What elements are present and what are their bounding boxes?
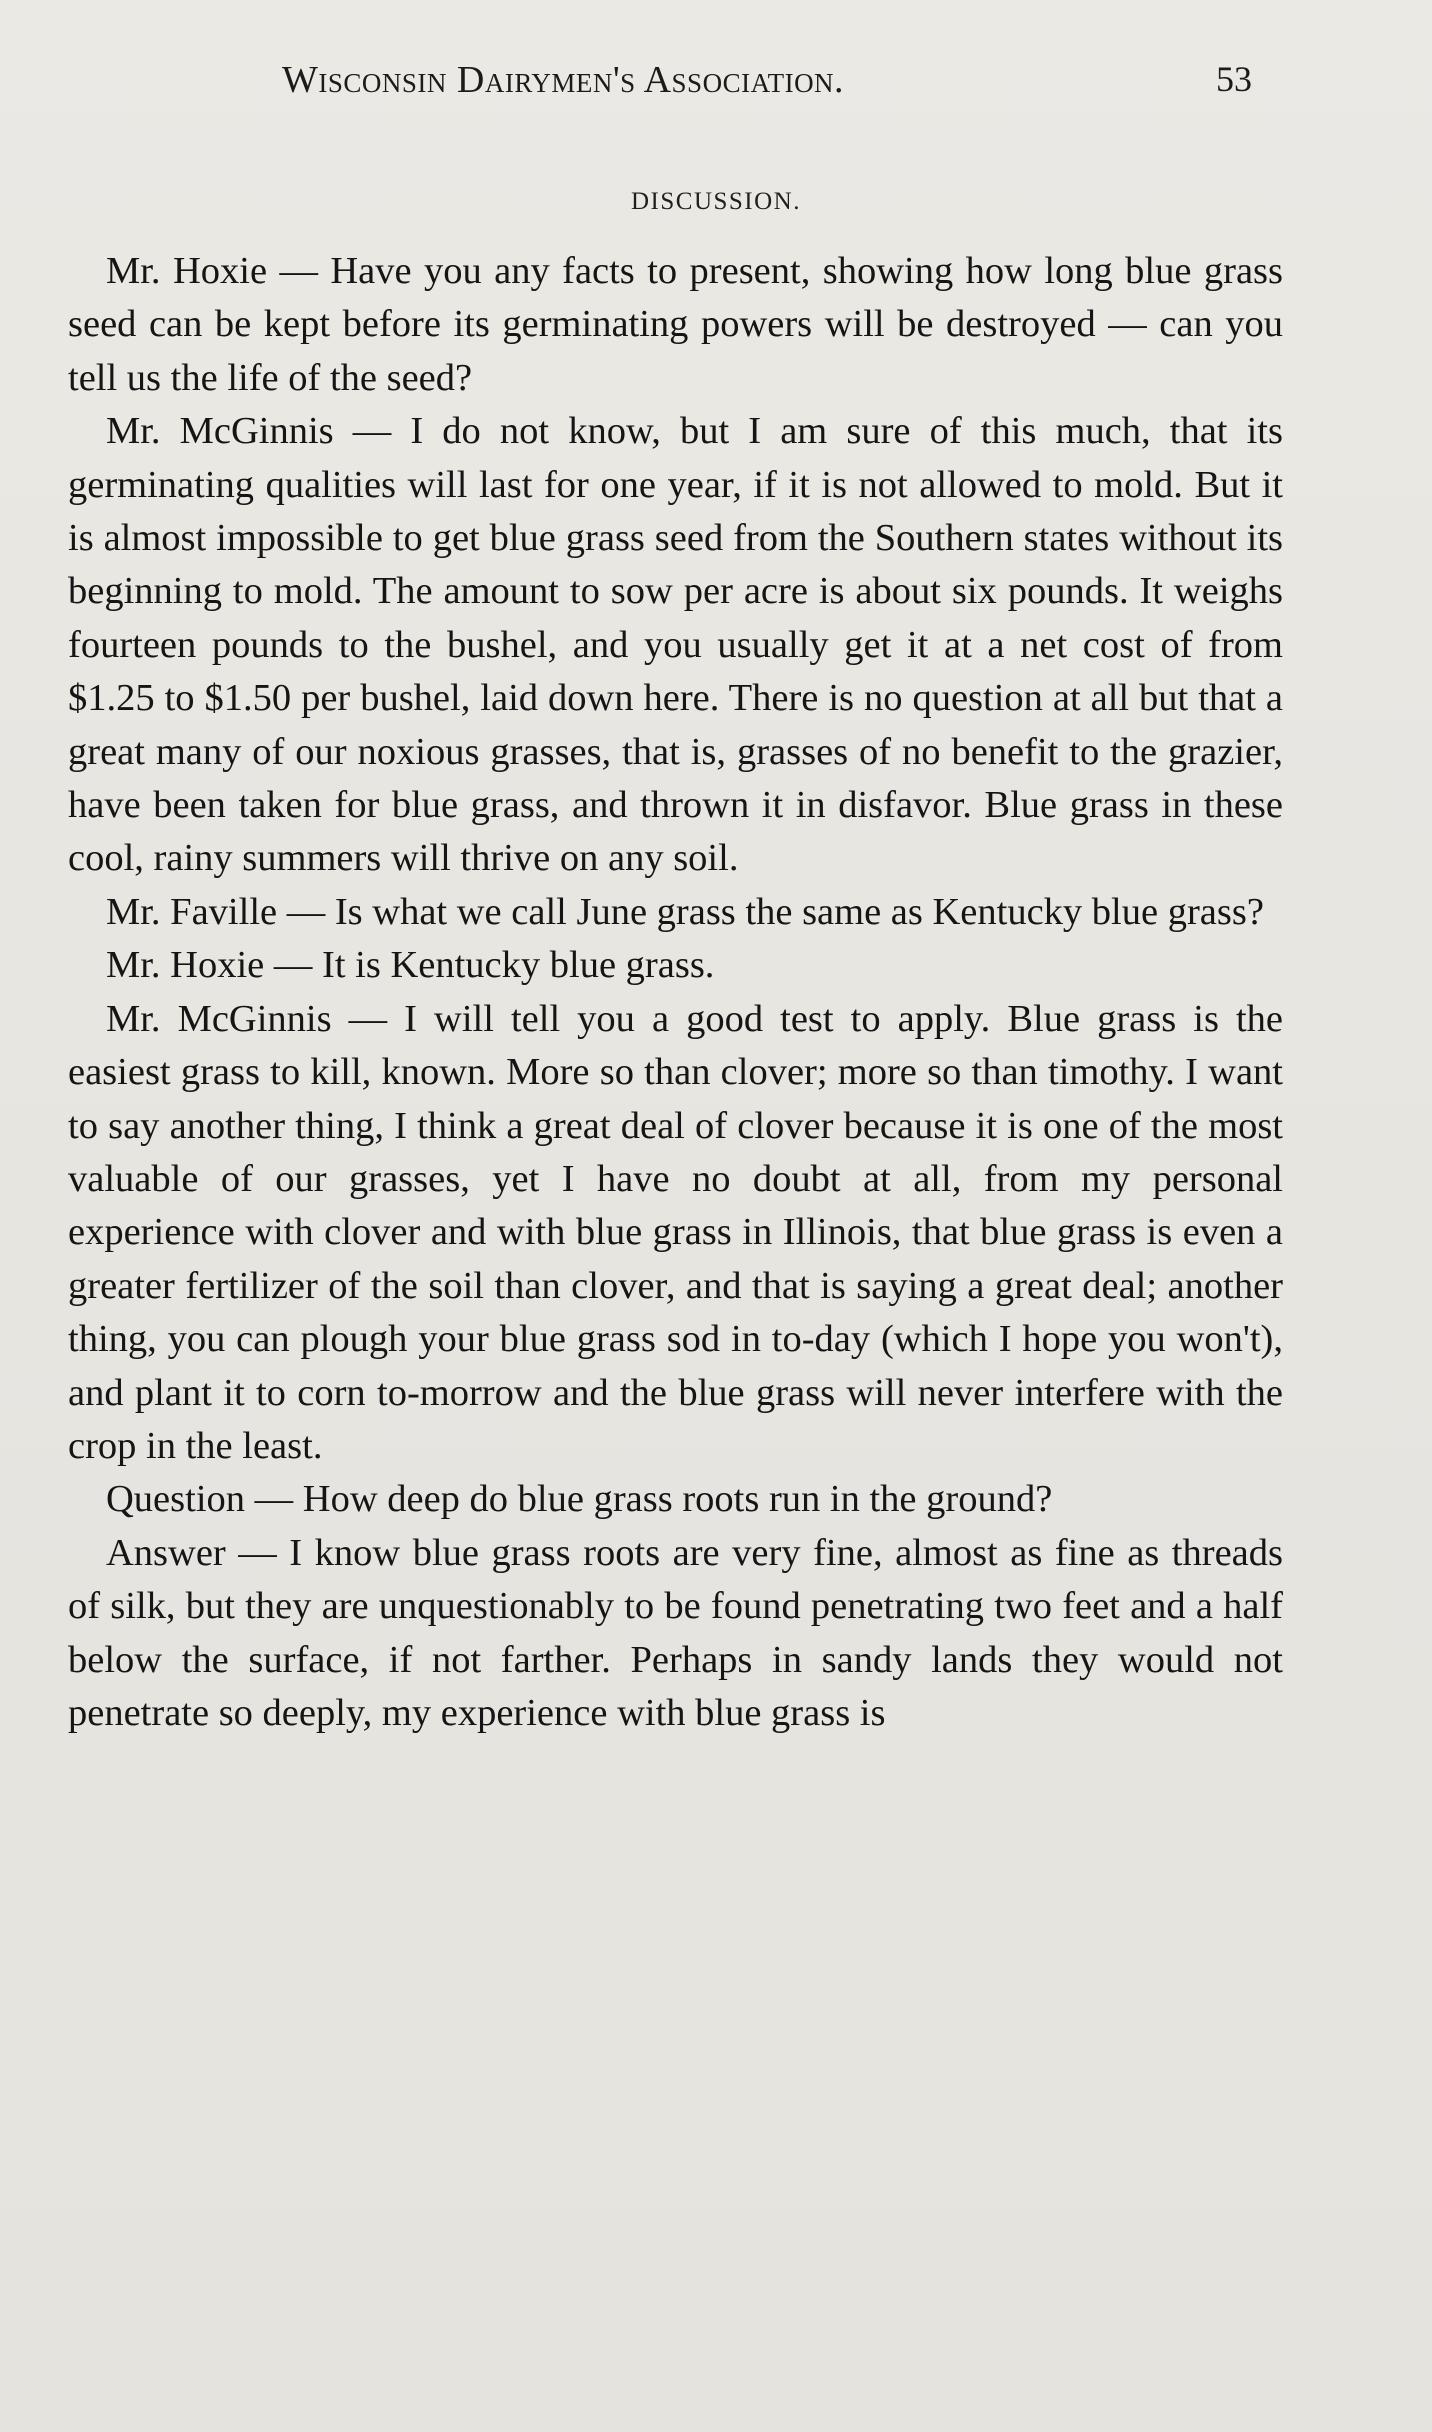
paragraph-mcginnis-test: Mr. McGinnis — I will tell you a good test to apply. Blue grass is the easiest grass to kill, known. More so than clover; more so than timothy. I want to say another thing, I think a great deal of clover because it is one of the most valuable of our grasses, yet I have no doubt at all, from my personal experience with clover and with blue grass in Illinois, that blue grass is even a greater fertilizer of the soil than clover, and that is saying a great deal; another thing, you can plough your blue grass sod in to-day (which I hope you won't), and plant it to corn to-morrow and the blue grass will never interfere with the crop in the least. (68, 997, 1283, 1467)
section-heading: DISCUSSION. (630, 188, 801, 215)
paragraph-mcginnis-answer: Mr. McGinnis — I do not know, but I am sure of this much, that its germinating qualities will last for one year, if it is not allowed to mold. But it is almost impossible to get blue grass seed from the Southern states without its beginning to mold. The amount to sow per acre is about six pounds. It weighs fourteen pounds to the bushel, and you usually get it at a net cost of from $1.25 to $1.50 per bushel, laid down here. There is no question at all but that a great many of our noxious grasses, that is, grasses of no benefit to the grazier, have been taken for blue grass, and thrown it in disfavor. Blue grass in these cool, rainy summers will thrive on any soil. (68, 410, 1283, 880)
body-text (68, 245, 1283, 1740)
running-head (0, 58, 1432, 118)
paragraph-question-roots: Question — How deep do blue grass roots run in the ground? (106, 1478, 1053, 1521)
page-number: 53 (1216, 59, 1252, 99)
paragraph-hoxie-reply: Mr. Hoxie — It is Kentucky blue grass. (106, 944, 715, 987)
paragraph-hoxie-question: Mr. Hoxie — Have you any facts to present, showing how long blue grass seed can be kept before its germinating powers will be destroyed — can you tell us the life of the seed? (68, 250, 1283, 399)
paragraph-faville-question: Mr. Faville — Is what we call June grass the same as Kentucky blue grass? (106, 890, 1264, 933)
running-title: Wisconsin Dairymen's Association. (282, 59, 845, 101)
paragraph-answer-roots: Answer — I know blue grass roots are very fine, almost as fine as threads of silk, but they are unquestionably to be found penetrating two feet and a half below the surface, if not farther. Perhaps in sandy lands they would not penetrate so deeply, my experience with blue grass is (68, 1531, 1283, 1734)
